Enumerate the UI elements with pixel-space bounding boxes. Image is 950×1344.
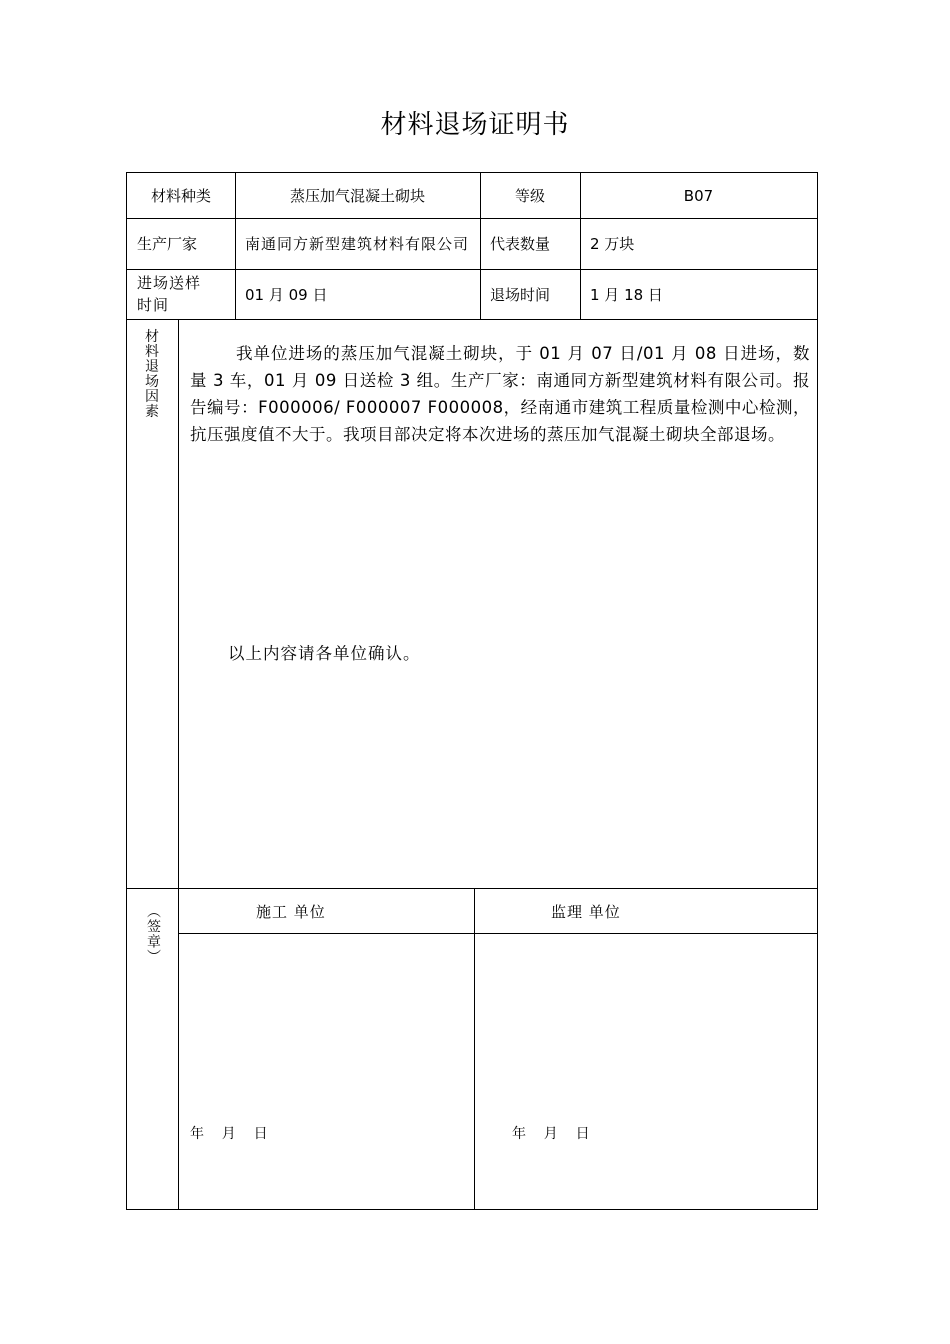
sampling-time-label: 进场送样时间 — [137, 274, 202, 314]
sampling-time-value: 01 月 09 日 — [245, 285, 328, 304]
material-type-label: 材料种类 — [150, 187, 211, 205]
signature-label: （签章） — [145, 904, 161, 964]
reason-paragraph: 我单位进场的蒸压加气混凝土砌块，于 01 月 07 日/01 月 08 日进场，数量 3 车，01 月 09 日送检 3 组。生产厂家：南通同方新型建筑材料有限公司。报告编号：F000006/ F000007 F000008，经南通市建筑工程质量检测中心检测，抗压强度值不大于。我项目部决定将本次进场的蒸压加气混凝土砌块全部退场。 — [190, 344, 810, 444]
construction-unit-heading: 施工 单位 — [256, 903, 326, 921]
supervision-date: 年 月 日 — [512, 1126, 590, 1142]
exit-time-label: 退场时间 — [490, 285, 551, 304]
row-divider — [178, 933, 817, 934]
supervision-unit-heading: 监理 单位 — [551, 903, 621, 921]
row-divider — [127, 319, 817, 320]
col-divider — [178, 319, 179, 1209]
confirm-text: 以上内容请各单位确认。 — [228, 644, 421, 663]
grade-value: B07 — [683, 186, 714, 205]
construction-date: 年 月 日 — [190, 1126, 268, 1142]
exit-time-value: 1 月 18 日 — [590, 285, 663, 304]
grade-label: 等级 — [514, 187, 545, 205]
document-title: 材料退场证明书 — [380, 110, 570, 140]
quantity-label: 代表数量 — [490, 235, 551, 253]
certificate-table — [126, 172, 818, 1210]
quantity-value: 2 万块 — [590, 235, 635, 253]
row-divider — [127, 888, 817, 889]
material-type-value: 蒸压加气混凝土砌块 — [289, 187, 425, 205]
manufacturer-value: 南通同方新型建筑材料有限公司 — [245, 234, 470, 253]
reason-label: 材料退场因素 — [145, 329, 159, 420]
col-divider — [474, 888, 475, 1209]
manufacturer-label: 生产厂家 — [137, 235, 198, 253]
